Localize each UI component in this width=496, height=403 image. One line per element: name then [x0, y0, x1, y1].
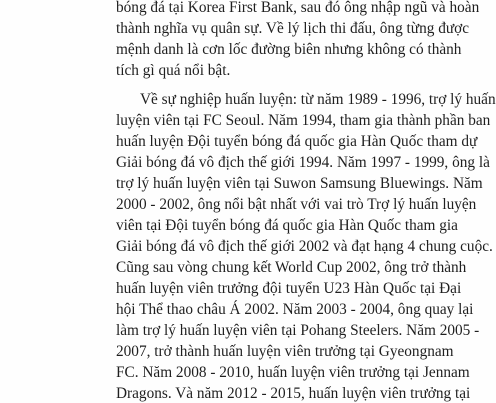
text-line [0, 300, 474, 319]
line-text: huấn luyện Đội tuyển bóng đá quốc gia Hàn Quốc tham dự [116, 133, 478, 150]
text-line [0, 153, 490, 172]
text-line [0, 237, 493, 256]
text-line [0, 40, 462, 59]
text-line [0, 384, 471, 403]
text-line [0, 195, 477, 214]
text-line [0, 132, 478, 151]
line-text: Dragons. Và năm 2012 - 2015, huấn luyện viên trưởng tại [116, 385, 471, 402]
text-line [0, 61, 400, 80]
line-text: Cũng sau vòng chung kết World Cup 2002, ông trở thành [116, 259, 467, 276]
text-line [0, 363, 470, 382]
line-text: Về sự nghiệp huấn luyện: từ năm 1989 - 1996, trợ lý huấn [140, 91, 496, 108]
line-text: 2007, trở thành huấn luyện viên trưởng tại Gyeongnam [116, 343, 454, 360]
line-text: tích gì quá nổi bật. [116, 62, 231, 79]
line-text: làm trợ lý huấn luyện viên tại Pohang Steelers. Năm 2005 - [116, 322, 480, 339]
line-text: 2000 - 2002, ông nổi bật nhất với vai trò Trợ lý huấn luyện [116, 196, 477, 213]
line-text: thành nghĩa vụ quân sự. Về lý lịch thi đấu, ông từng được [116, 20, 470, 37]
text-line [0, 279, 462, 298]
line-text: viên tại Đội tuyển bóng đá quốc gia Hàn Quốc tham gia [116, 217, 458, 234]
text-line [0, 342, 454, 361]
line-text: FC. Năm 2008 - 2010, huấn luyện viên trưởng tại Jennam [116, 364, 470, 381]
text-line [0, 111, 491, 130]
line-text: trợ lý huấn luyện viên tại Suwon Samsung Bluewings. Năm [116, 175, 483, 192]
text-line [0, 258, 467, 277]
line-text: huấn luyện viên trưởng đội tuyển U23 Hàn Quốc tại Đại [116, 280, 462, 297]
line-text: Giải bóng đá vô địch thế giới 1994. Năm 1997 - 1999, ông là [116, 154, 490, 171]
text-line [0, 216, 458, 235]
text-line [0, 174, 483, 193]
text-line [0, 0, 480, 17]
line-text: luyện viên tại FC Seoul. Năm 1994, tham gia thành phần ban [116, 112, 491, 129]
line-text: bóng đá tại Korea First Bank, sau đó ông nhập ngũ và hoàn [116, 0, 480, 16]
line-text: mệnh danh là cơn lốc đường biên nhưng không có thành [116, 41, 462, 58]
line-text: hội Thể thao châu Á 2002. Năm 2003 - 2004, ông quay lại [116, 301, 474, 318]
paragraph-start-line [0, 90, 496, 109]
line-text: Giải bóng đá vô địch thế giới 2002 và đạt hạng 4 chung cuộc. [116, 238, 493, 255]
text-line [0, 321, 480, 340]
text-line [0, 19, 470, 38]
